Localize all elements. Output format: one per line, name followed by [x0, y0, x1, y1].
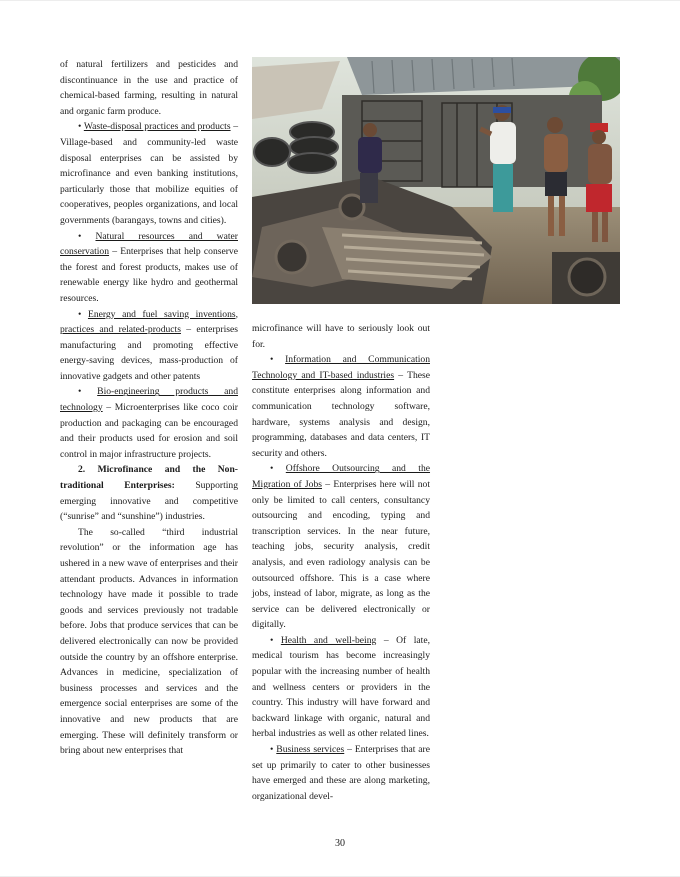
bio-engineering-item	[60, 384, 238, 462]
waste-disposal-body: – Village-based and community-led waste disposal enterprises can be assisted by microfinance and even banking institutions, particularly those that mobilize equities of cooperatives, peoples organizations, and local governments (barangays, towns and cities).	[60, 121, 238, 226]
health-item	[252, 633, 430, 742]
natural-resources-body: – Enterprises that help conserve the forest and forest products, makes use of renewable energy like hydro and geothermal resources.	[60, 246, 238, 304]
business-services-title: Business services	[276, 744, 345, 756]
offshore-body: – Enterprises here will not only be limited to call centers, consultancy outsourcing and encoding, typing and transcription services. In the near future, teaching jobs, security analysis, credit analysis, and even radiology analysis can be outsourced offshore. This is a case where jobs, instead of labor, migrate, as long as the service can be delivered electronically or digitally.	[252, 478, 430, 631]
section-2-body: Supporting emerging innovative and competitive (“sunrise” and “sunshine”) industries.	[60, 480, 238, 523]
page-number: 30	[335, 838, 345, 849]
section-2-heading: 2. Microfinance and the Non-traditional Enterprises:	[60, 464, 238, 492]
bio-engineering-title: Bio-engineering products and technology	[60, 386, 239, 414]
health-title: Health and well-being	[280, 634, 377, 646]
ict-item	[252, 352, 430, 461]
ict-title: Information and Communication Technology and IT-based industries	[252, 354, 430, 381]
natural-resources-item	[60, 229, 238, 307]
bullet: •	[270, 354, 274, 366]
ict-body: – These constitute enterprises along information and communication technology software, hardware, systems analysis and design, programming, databases and data centers, IT security and others.	[252, 369, 430, 459]
continued-paragraph: microfinance will have to seriously look out for.	[252, 323, 430, 350]
section-2-paragraph	[60, 462, 238, 524]
waste-disposal-title: Waste-disposal practices and products	[83, 121, 231, 133]
bullet: •	[270, 463, 274, 475]
page-top-edge	[0, 0, 680, 1]
third-revolution-paragraph: The so-called “third industrial revolution” or the information age has ushered in a new wave of enterprises and their attendant products. Advances in information technology have made it possible to trade goods and services previously not tradable before. Jobs that produce services that can be delivered electronically can now be provided outside the country by an offshore enterprise. Advances in medicine, specialization of business processes and services and the emergence social enterprises are some of the innovative and new products that are emerging. These will definitely transform or bring about new enterprises that	[60, 526, 238, 757]
natural-resources-title: Natural resources and water conservation	[60, 230, 238, 258]
offshore-item	[252, 461, 430, 633]
waste-disposal-item	[60, 119, 238, 228]
junkyard-photo	[252, 57, 620, 304]
bullet: •	[78, 121, 82, 133]
bullet: •	[78, 308, 82, 320]
left-column	[60, 57, 238, 759]
offshore-title: Offshore Outsourcing and the Migration of Jobs	[252, 463, 431, 490]
bio-engineering-body: – Microenterprises like coco coir production and packaging can be encouraged and their products used for erosion and soil control in major infrastructure projects.	[60, 402, 238, 460]
bullet: •	[78, 230, 82, 242]
energy-saving-title: Energy and fuel saving inventions, practices and related-products	[60, 308, 239, 336]
health-body: – Of late, medical tourism has become increasingly popular with the increasing number of health and wellness centers or providers in the country. This industry will have forward and backward linkage with organic, natural and herbal industries as well as other related lines.	[252, 634, 430, 740]
intro-paragraph: of natural fertilizers and pesticides and discontinuance in the use and practice of chemical-based farming, resulting in natural and organic farm produce.	[60, 59, 238, 117]
bullet: •	[270, 634, 274, 646]
energy-saving-item	[60, 307, 238, 385]
bullet: •	[270, 744, 274, 756]
energy-saving-body: – enterprises manufacturing and promoting effective energy-saving devices, mass-production of innovative gadgets and other patents	[60, 324, 238, 382]
bullet: •	[78, 386, 82, 398]
business-services-body: – Enterprises that are set up primarily to cater to other businesses have emerged and these are along marketing, organizational devel-	[252, 744, 430, 802]
right-column	[252, 321, 430, 804]
business-services-item	[252, 742, 430, 804]
